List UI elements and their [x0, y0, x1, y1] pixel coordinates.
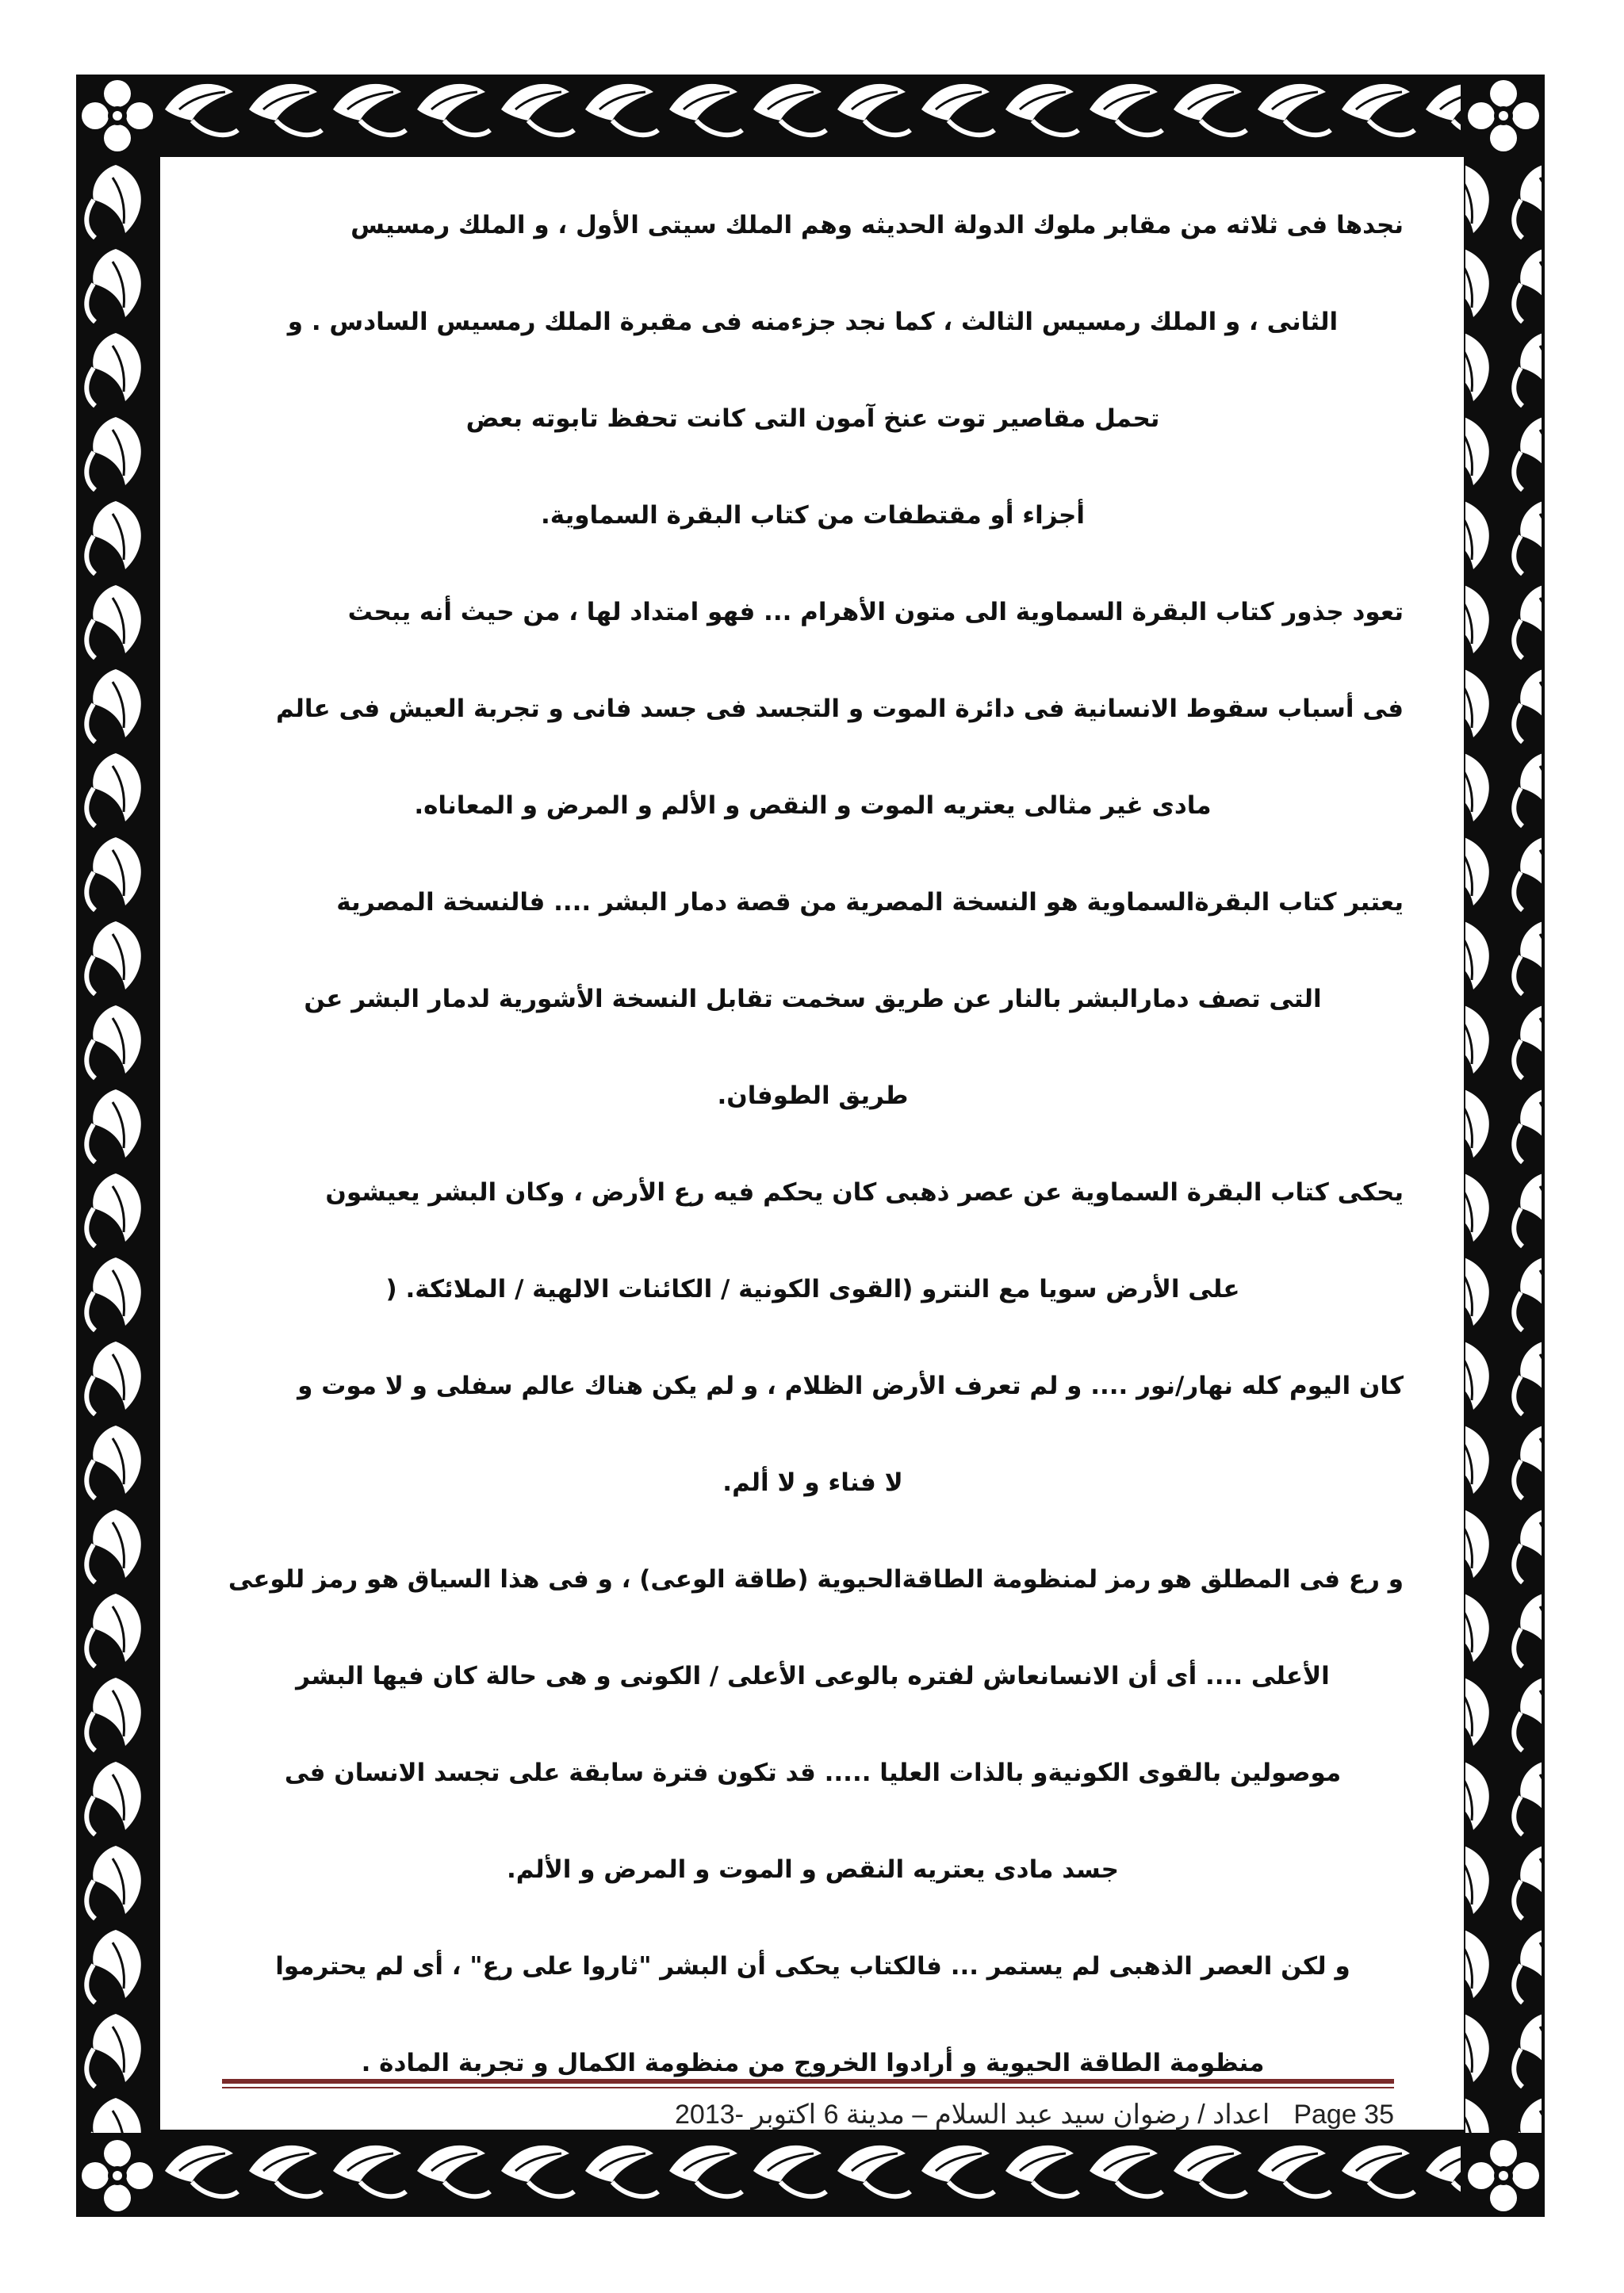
body-line: الأعلى .... أى أن الانسانعاش لفتره بالوعى الأعلى / الكونى و هى حالة كان فيها البشر [296, 1662, 1330, 1690]
page-footer [222, 2093, 1394, 2136]
body-line: على الأرض سويا مع النترو (القوى الكونية / الكائنات الالهية / الملائكة. ( [385, 1275, 1240, 1303]
body-line: منظومة الطاقة الحيوية و أرادوا الخروج من منظومة الكمال و تجربة المادة . [361, 2049, 1265, 2077]
body-line: فى أسباب سقوط الانسانية فى دائرة الموت و التجسد فى جسد فانى و تجربة العيش فى عالم [275, 695, 1404, 723]
body-line: تعود جذور كتاب البقرة السماوية الى متون الأهرام ... فهو امتداد لها ، من حيث أنه يبحث [347, 598, 1404, 626]
body-line: لا فناء و لا ألم. [722, 1468, 903, 1497]
body-line: و رع فى المطلق هو رمز لمنظومة الطاقةالحيوية (طاقة الوعى) ، و فى هذا السياق هو رمز للوعى [228, 1565, 1404, 1594]
body-line: الثانى ، و الملك رمسيس الثالث ، كما نجد جزءمنه فى مقبرة الملك رمسيس السادس . و [287, 308, 1339, 336]
body-line: تحمل مقاصير توت عنخ آمون التى كانت تحفظ تابوته بعض [465, 404, 1160, 433]
page-number: Page 35 [1293, 2099, 1394, 2130]
body-line: أجزاء أو مقتطفات من كتاب البقرة السماوية. [541, 501, 1085, 530]
body-line: كان اليوم كله نهار/نور .... و لم تعرف الأرض الظلام ، و لم يكن هناك عالم سفلى و لا موت و [297, 1372, 1404, 1400]
body-line: يعتبر كتاب البقرةالسماوية هو النسخة المصرية من قصة دمار البشر .... فالنسخة المصرية [336, 888, 1404, 917]
body-line: يحكى كتاب البقرة السماوية عن عصر ذهبى كان يحكم فيه رع الأرض ، وكان البشر يعيشون [325, 1178, 1404, 1207]
footer-author: اعداد / رضوان سيد عبد السلام – مدينة 6 اكتوبر -2013 [675, 2100, 1270, 2130]
body-line: مادى غير مثالى يعتريه الموت و النقص و الألم و المرض و المعاناه. [414, 791, 1212, 820]
body-line: و لكن العصر الذهبى لم يستمر ... فالكتاب يحكى أن البشر "ثاروا على رع" ، أى لم يحترموا [275, 1952, 1350, 1981]
footer-rule-thin [222, 2087, 1394, 2088]
body-text [222, 201, 1404, 2136]
footer-rule [222, 2079, 1394, 2084]
body-line: التى تصف دمارالبشر بالنار عن طريق سخمت تقابل النسخة الأشورية لدمار البشر عن [304, 985, 1322, 1013]
body-line: موصولين بالقوى الكونيةو بالذات العليا ..... قد تكون فترة سابقة على تجسد الانسان فى [284, 1759, 1342, 1787]
body-line: جسد مادى يعتريه النقص و الموت و المرض و الألم. [506, 1855, 1120, 1884]
body-line: نجدها فى ثلاثه من مقابر ملوك الدولة الحديثه وهم الملك سيتى الأول ، و الملك رمسيس [350, 211, 1404, 239]
body-line: طريق الطوفان. [717, 1081, 909, 1110]
